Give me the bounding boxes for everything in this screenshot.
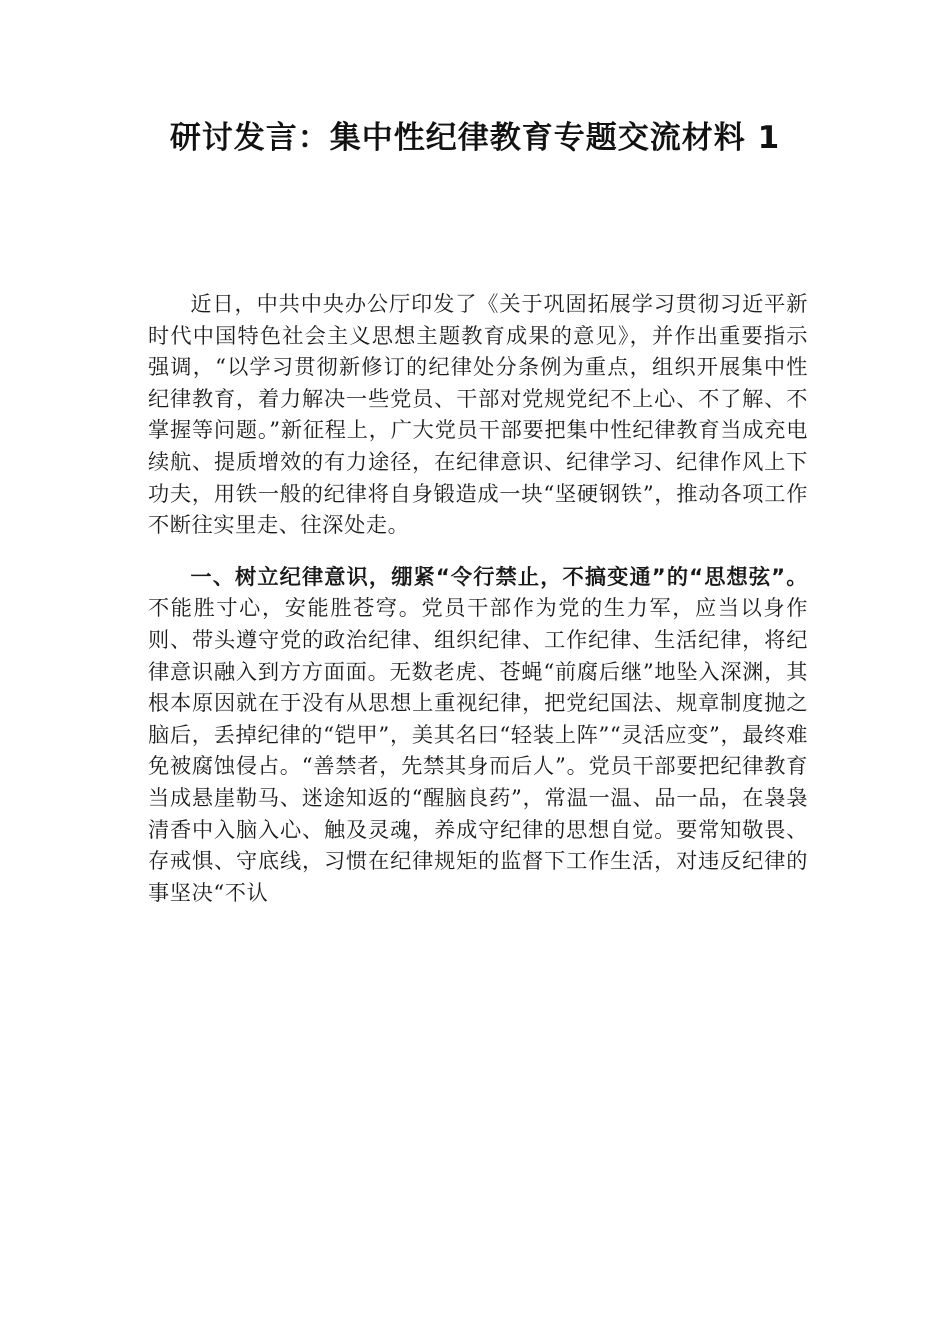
section-1-heading: 一、树立纪律意识，绷紧“令行禁止，不搞变通”的“思想弦”。 — [190, 563, 808, 589]
intro-paragraph-text: 近日，中共中央办公厅印发了《关于巩固拓展学习贯彻习近平新时代中国特色社会主义思想主题教育成果的意见》，并作出重要指示强调，“以学习贯彻新修订的纪律处分条例为重点，组织开展集中性纪律教育，着力解决一些党员、干部对党规党纪不上心、不了解、不掌握等问题。”新征程上，广大党员干部要把集中性纪律教育当成充电续航、提质增效的有力途径，在纪律意识、纪律学习、纪律作风上下功夫，用铁一般的纪律将自身锻造成一块“坚硬钢铁”，推动各项工作不断往实里走、往深处走。 — [148, 291, 808, 538]
intro-paragraph — [148, 288, 808, 541]
document-body — [148, 288, 808, 908]
document-title: 研讨发言：集中性纪律教育专题交流材料 1 — [169, 120, 781, 156]
section-1-paragraph — [148, 561, 808, 909]
section-1-text: 不能胜寸心，安能胜苍穹。党员干部作为党的生力军，应当以身作则、带头遵守党的政治纪律、组织纪律、工作纪律、生活纪律，将纪律意识融入到方方面面。无数老虎、苍蝇“前腐后继”地坠入深渊，其根本原因就在于没有从思想上重视纪律，把党纪国法、规章制度抛之脑后，丢掉纪律的“铠甲”，美其名曰“轻装上阵”“灵活应变”，最终难免被腐蚀侵占。“善禁者，先禁其身而后人”。党员干部要把纪律教育当成悬崖勒马、迷途知返的“醒脑良药”，常温一温、品一品，在袅袅清香中入脑入心、触及灵魂，养成守纪律的思想自觉。要常知敬畏、存戒惧、守底线，习惯在纪律规矩的监督下工作生活，对违反纪律的事坚决“不认 — [148, 595, 808, 905]
